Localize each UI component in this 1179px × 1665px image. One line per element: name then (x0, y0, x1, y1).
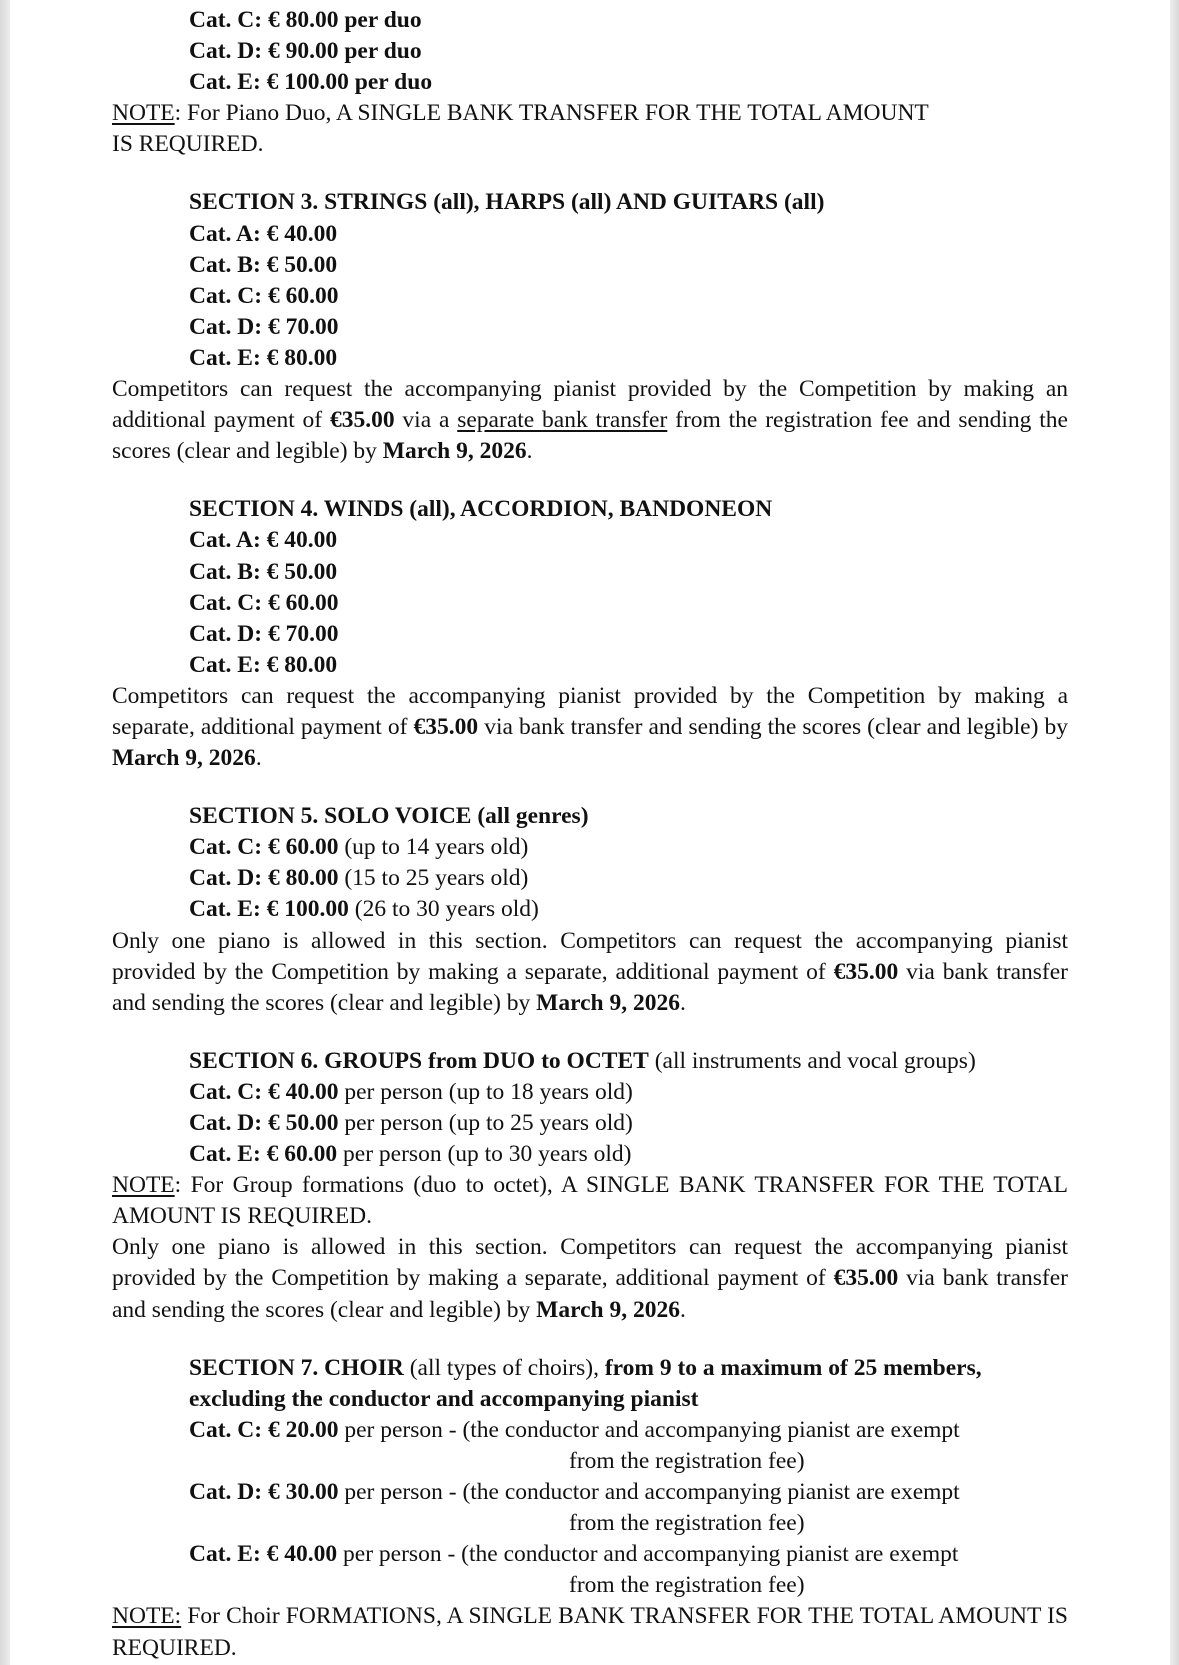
bold-text: SECTION 3. STRINGS (all), HARPS (all) AND GUITARS (all) (189, 189, 825, 216)
page-edge-right (1170, 0, 1179, 1665)
text: via bank transfer and sending the scores (clear and legible) by (112, 958, 1069, 1016)
continuation-text: from the registration fee) (569, 1510, 805, 1537)
bold-text: SECTION 5. SOLO VOICE (all genres) (189, 803, 589, 830)
bold-text: Cat. D: € 30.00 (189, 1479, 339, 1506)
bold-text: Cat. C: € 80.00 per duo (189, 7, 422, 33)
bold-text: Cat. C: € 60.00 (189, 834, 339, 861)
text: Only one piano is allowed in this section. Competitors can request the accompanying pianist provided by the Competition by making a separate, additional payment of (112, 927, 1068, 985)
bold-text: SECTION 7. CHOIR (189, 1354, 404, 1381)
category-fee-line (112, 1108, 1068, 1139)
bold-text: Cat. C: € 60.00 (189, 589, 339, 616)
document-page (112, 5, 1068, 1664)
bold-text: €35.00 (833, 958, 899, 985)
paragraph (112, 1170, 1068, 1232)
text: per person - (the conductor and accompanying pianist are exempt (337, 1541, 959, 1568)
bold-text: SECTION 6. GROUPS from DUO to OCTET (189, 1047, 649, 1074)
bold-text: Cat. D: € 90.00 per duo (189, 38, 422, 65)
page-edge-left (0, 0, 10, 1665)
text: per person (up to 30 years old) (337, 1141, 632, 1168)
bold-text: Cat. B: € 50.00 (189, 251, 338, 278)
bold-text: Cat. E: € 80.00 (189, 344, 338, 371)
category-fee-line (112, 619, 1068, 650)
bold-text: Cat. A: € 40.00 (189, 220, 338, 247)
section-heading (112, 801, 1068, 832)
category-fee-line (112, 250, 1068, 281)
text: : For Piano Duo, A SINGLE BANK TRANSFER FOR THE TOTAL AMOUNT (174, 100, 929, 127)
bold-text: from 9 to a maximum of 25 members, (604, 1354, 982, 1381)
category-fee-line (112, 36, 1068, 67)
text: : For Group formations (duo to octet), A SINGLE BANK TRANSFER FOR THE TOTAL AMOUNT IS REQUIRED. (112, 1172, 1068, 1230)
text: via bank transfer and sending the scores (clear and legible) by (112, 1265, 1069, 1323)
section-heading (112, 187, 1068, 218)
text: . (255, 745, 262, 772)
bold-text: €35.00 (833, 1265, 899, 1292)
bold-text: €35.00 (329, 407, 395, 434)
choir-fee-line (112, 1415, 1068, 1477)
bold-text: Cat. E: € 60.00 (189, 1141, 338, 1168)
bold-text: Cat. D: € 50.00 (189, 1110, 339, 1136)
paragraph (112, 1232, 1068, 1325)
text: (15 to 25 years old) (338, 865, 529, 892)
continuation-text: from the registration fee) (569, 1572, 805, 1599)
text: Only one piano is allowed in this section. Competitors can request the accompanying pianist provided by the Competition by making a separate, additional payment of (112, 1234, 1068, 1292)
bold-text: Cat. D: € 80.00 (189, 865, 339, 892)
bold-text: March 9, 2026 (536, 989, 680, 1016)
bold-text: Cat. D: € 70.00 (189, 313, 339, 340)
section-heading (112, 494, 1068, 525)
bold-text: Cat. E: € 100.00 per duo (189, 69, 433, 96)
bold-text: Cat. E: € 40.00 (189, 1541, 338, 1568)
category-fee-line (112, 525, 1068, 556)
text: (all types of choirs), (403, 1354, 605, 1381)
note-paragraph (112, 98, 1068, 160)
underlined-text: NOTE: (112, 1603, 182, 1630)
text: per person (up to 18 years old) (338, 1078, 633, 1105)
category-fee-line (112, 588, 1068, 619)
bold-text: Cat. C: € 40.00 (189, 1078, 339, 1105)
category-fee-line (112, 1077, 1068, 1108)
category-fee-line (112, 343, 1068, 374)
text: via bank transfer and sending the scores (clear and legible) by (478, 713, 1068, 740)
bold-text: Cat. E: € 100.00 (189, 896, 349, 923)
bold-text: excluding the conductor and accompanying pianist (189, 1385, 699, 1412)
underlined-text: NOTE (112, 100, 175, 127)
paragraph (112, 1601, 1068, 1663)
category-fee-line (112, 894, 1068, 925)
continuation-text: from the registration fee) (569, 1447, 805, 1474)
section-heading (112, 1046, 1068, 1077)
text: IS REQUIRED. (112, 131, 264, 158)
text: . (679, 1296, 686, 1323)
paragraph (112, 926, 1068, 1019)
category-fee-line (112, 67, 1068, 98)
category-fee-line (112, 219, 1068, 250)
bold-text: €35.00 (413, 713, 479, 740)
category-fee-line (112, 832, 1068, 863)
category-fee-line (112, 557, 1068, 588)
text: per person - (the conductor and accompanying pianist are exempt (338, 1416, 960, 1443)
text: For Choir FORMATIONS, A SINGLE BANK TRANSFER FOR THE TOTAL AMOUNT IS REQUIRED. (112, 1603, 1068, 1661)
bold-text: Cat. A: € 40.00 (189, 527, 338, 554)
text: per person (up to 25 years old) (338, 1110, 633, 1136)
text: (all instruments and vocal groups) (648, 1047, 976, 1074)
bold-text: Cat. D: € 70.00 (189, 620, 339, 647)
text: . (526, 438, 533, 465)
bold-text: Cat. C: € 60.00 (189, 282, 339, 309)
choir-fee-line (112, 1477, 1068, 1539)
text: Competitors can request the accompanying pianist provided by the Competition by making a separate, additional payment of (112, 682, 1068, 740)
bold-text: March 9, 2026 (382, 438, 527, 465)
bold-text: SECTION 4. WINDS (all), ACCORDION, BANDONEON (189, 496, 773, 523)
text: per person - (the conductor and accompanying pianist are exempt (338, 1479, 960, 1506)
bold-text: Cat. E: € 80.00 (189, 651, 338, 678)
text: via a (394, 407, 458, 434)
text: (up to 14 years old) (338, 834, 529, 861)
bold-text: Cat. C: € 20.00 (189, 1416, 339, 1443)
category-fee-line (112, 1139, 1068, 1170)
text: . (679, 989, 686, 1016)
bold-text: March 9, 2026 (536, 1296, 680, 1323)
category-fee-line (112, 312, 1068, 343)
text: (26 to 30 years old) (348, 896, 539, 923)
category-fee-line (112, 281, 1068, 312)
category-fee-line (112, 650, 1068, 681)
bold-text: Cat. B: € 50.00 (189, 558, 338, 585)
underlined-text: NOTE (112, 1172, 175, 1199)
category-fee-line (112, 863, 1068, 894)
section-heading (112, 1353, 1068, 1415)
paragraph (112, 681, 1068, 774)
underlined-text: separate bank transfer (457, 407, 668, 434)
choir-fee-line (112, 1539, 1068, 1601)
text: Competitors can request the accompanying pianist provided by the Competition by making an additional payment of (112, 376, 1068, 434)
bold-text: March 9, 2026 (112, 745, 256, 772)
paragraph (112, 374, 1068, 467)
category-fee-line (112, 5, 1068, 36)
text: from the registration fee and sending the scores (clear and legible) by (112, 407, 1068, 465)
